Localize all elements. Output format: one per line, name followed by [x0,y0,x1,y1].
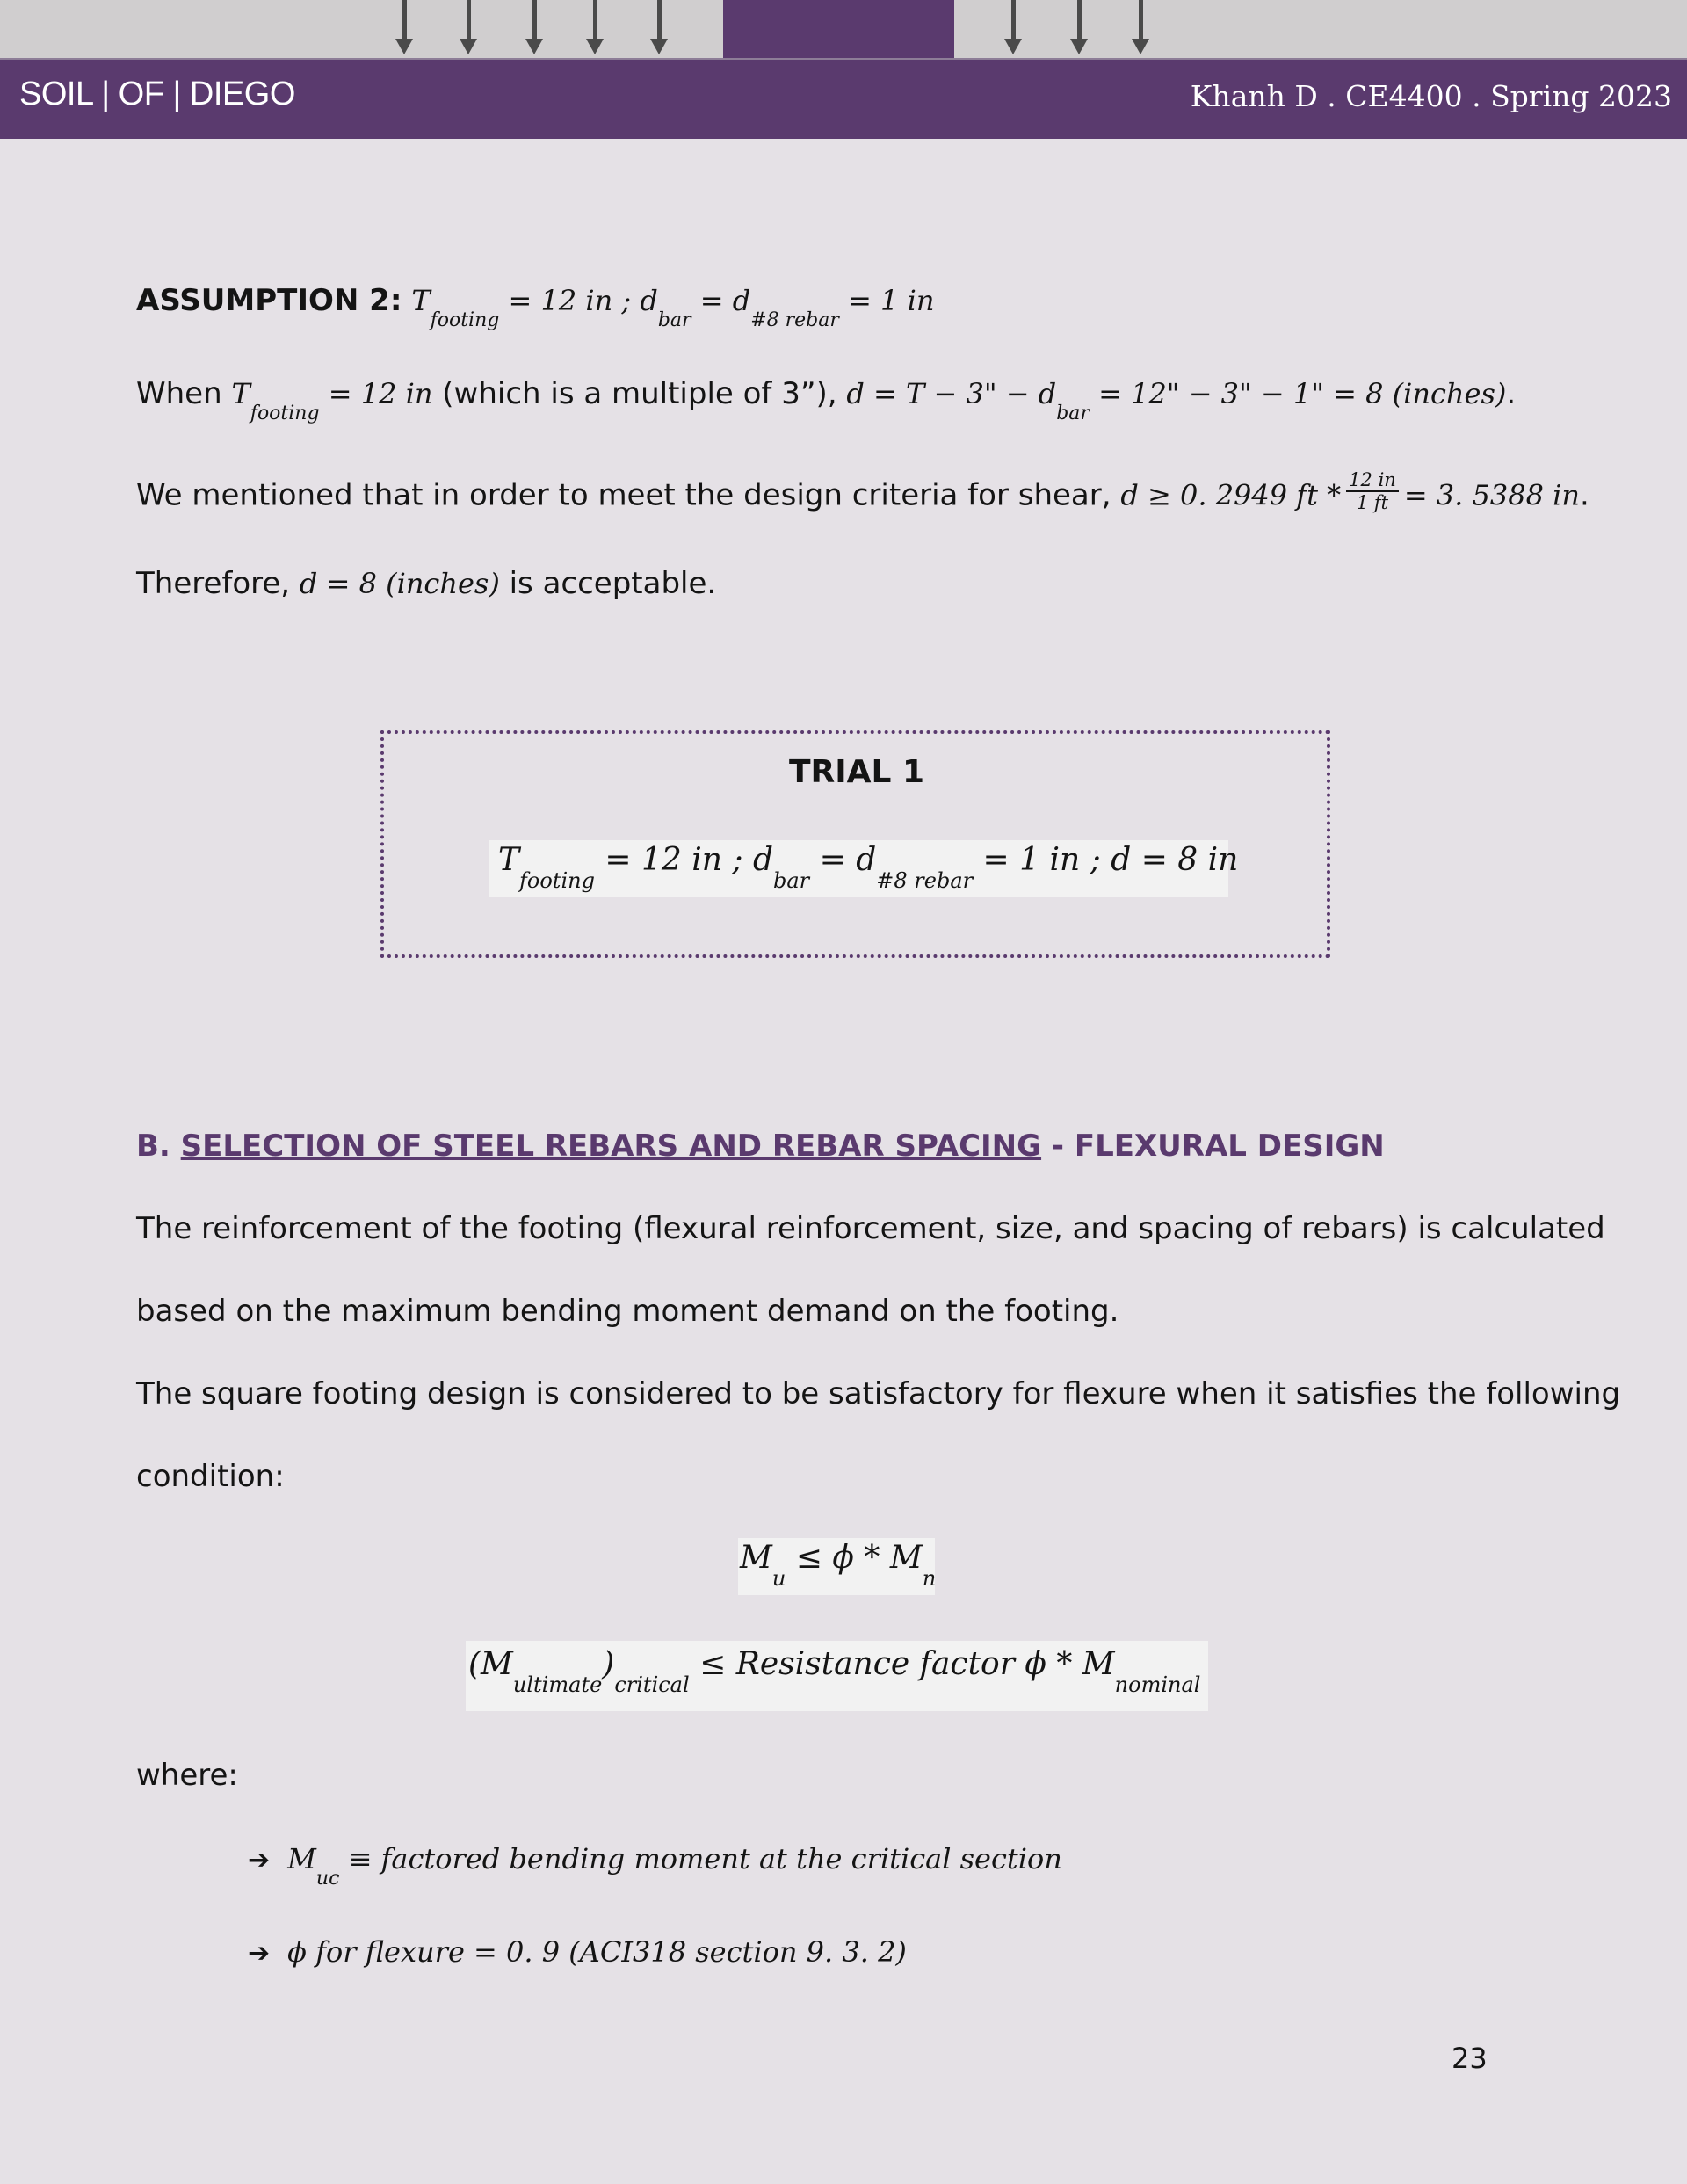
page-number: 23 [1452,2042,1488,2075]
math-result: = 3. 5388 in [1403,478,1580,512]
heading-suffix: - FLEXURAL DESIGN [1041,1128,1385,1164]
math-definition: ≡ factored bending moment at the critical section [339,1842,1062,1876]
sub-footing: footing [250,403,320,424]
heading-prefix: B. [136,1128,181,1164]
math-eq: = d [691,284,751,317]
sub-n: n [922,1566,937,1591]
math-expr: d = 8 (inches) [299,567,500,600]
math-T: T [411,284,431,317]
sub-bar: bar [1056,403,1090,424]
math-d-expression: d = T − 3" − d [846,377,1057,410]
body-line: based on the maximum bending moment demand on the footing. [136,1294,1119,1329]
math-eq: = 1 in [838,284,935,317]
header-author-course: Khanh D . CE4400 . Spring 2023 [1190,79,1672,113]
math-M: M [287,1842,316,1876]
math-T: T [498,842,520,878]
body-line: condition: [136,1459,285,1494]
math-eq: = 12 in ; d [594,842,773,878]
text: is acceptable. [499,566,717,601]
where-label: where: [136,1758,238,1793]
text: When [136,376,232,411]
sub-nominal: nominal [1114,1672,1201,1697]
sub-footing: footing [519,868,595,893]
text: Therefore, [136,566,300,601]
sub-rebar: #8 rebar [876,868,974,893]
arrow-bullet-icon: ➔ [248,1845,271,1876]
math-M: (M [468,1646,513,1682]
text: . [1579,477,1589,513]
header-tab [723,0,954,62]
equation-long [466,1641,1208,1711]
sub-bar: bar [773,868,810,893]
body-line: The square footing design is considered to be satisfactory for flexure when it satisfies the following [136,1376,1621,1411]
math-eq: = d [809,842,877,878]
sub-u: u [771,1566,786,1591]
sub-rebar: #8 rebar [750,309,839,331]
brand-title: SOIL | OF | DIEGO [19,76,295,112]
math-definition: ϕ for flexure = 0. 9 (ACI318 section 9. 3. 2) [287,1935,907,1969]
arrow-bullet-icon: ➔ [248,1938,271,1969]
heading-underlined: SELECTION OF STEEL REBARS AND REBAR SPACING [180,1128,1042,1164]
fraction-denominator: 1 ft [1356,492,1389,513]
bullet-item [248,1842,1062,1890]
math-paren: ) [602,1646,615,1682]
shear-line [136,469,1589,519]
math-eq: = 12 in [319,377,433,410]
assumption-line [136,283,935,331]
sub-uc: uc [315,1868,340,1890]
fraction [1346,469,1399,513]
trial-equation [489,840,1239,897]
trial-title: TRIAL 1 [788,754,925,790]
equation-main [738,1538,935,1595]
assumption-label: ASSUMPTION 2: [136,283,402,318]
math-eq: ≤ ϕ * M [786,1540,923,1576]
text: (which is a multiple of 3”), [432,376,847,411]
body-line: The reinforcement of the footing (flexural reinforcement, size, and spacing of rebars) is calculated [136,1211,1605,1246]
sub-bar: bar [657,309,691,331]
text: . [1506,376,1517,411]
fraction-numerator: 12 in [1346,469,1399,492]
math-eq: = 12 in ; d [499,284,658,317]
math-T: T [231,377,250,410]
sub-ultimate: ultimate [512,1672,603,1697]
when-line [136,376,1517,424]
math-result: = 12" − 3" − 1" = 8 (inches) [1089,377,1507,410]
math-eq: ≤ Resistance factor ϕ * M [689,1646,1115,1682]
section-heading [136,1128,1385,1164]
math-eq: = 1 in ; d = 8 in [973,842,1239,878]
therefore-line [136,566,716,601]
bullet-item [248,1935,907,1969]
math-M: M [740,1540,772,1576]
sub-critical: critical [614,1672,690,1697]
text: We mentioned that in order to meet the design criteria for shear, [136,477,1121,513]
math-expr: d ≥ 0. 2949 ft * [1120,478,1342,512]
sub-footing: footing [430,309,500,331]
